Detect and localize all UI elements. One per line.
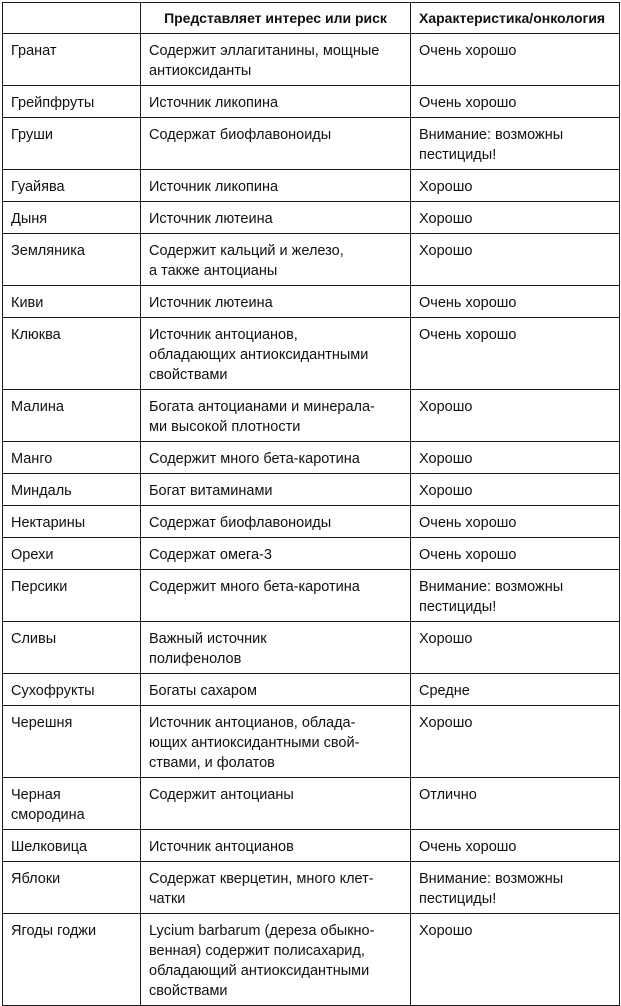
cell-rating: Хорошо [411, 914, 620, 1006]
table-row [3, 286, 620, 318]
cell-rating: Очень хорошо [411, 830, 620, 862]
cell-fruit-name: Сливы [3, 622, 141, 674]
cell-interest: Содержит много бета-каротина [141, 570, 411, 622]
cell-fruit-name: Грейпфруты [3, 86, 141, 118]
header-interest: Представляет интерес или риск [141, 3, 411, 34]
cell-interest: Источник ликопина [141, 86, 411, 118]
table-row [3, 830, 620, 862]
cell-rating: Очень хорошо [411, 34, 620, 86]
table-row [3, 86, 620, 118]
cell-interest: Источник лютеина [141, 202, 411, 234]
cell-interest: Источник антоцианов, обладающих антиоксидантными свойствами [141, 318, 411, 390]
cell-fruit-name: Киви [3, 286, 141, 318]
cell-fruit-name: Дыня [3, 202, 141, 234]
table-row [3, 674, 620, 706]
cell-interest: Содержат кверцетин, много клет- чатки [141, 862, 411, 914]
cell-fruit-name: Ягоды годжи [3, 914, 141, 1006]
cell-interest: Источник антоцианов, облада- ющих антиоксидантными свой- ствами, и фолатов [141, 706, 411, 778]
cell-rating: Хорошо [411, 474, 620, 506]
fruit-table [2, 2, 620, 1006]
cell-interest: Содержит эллагитанины, мощные антиоксиданты [141, 34, 411, 86]
table-row [3, 390, 620, 442]
cell-fruit-name: Шелковица [3, 830, 141, 862]
cell-fruit-name: Клюква [3, 318, 141, 390]
cell-interest: Содержит много бета-каротина [141, 442, 411, 474]
table-row [3, 778, 620, 830]
header-row [3, 3, 620, 34]
cell-fruit-name: Гуайява [3, 170, 141, 202]
cell-fruit-name: Черешня [3, 706, 141, 778]
cell-fruit-name: Груши [3, 118, 141, 170]
cell-fruit-name: Нектарины [3, 506, 141, 538]
cell-fruit-name: Малина [3, 390, 141, 442]
table-row [3, 170, 620, 202]
cell-fruit-name: Орехи [3, 538, 141, 570]
table-row [3, 118, 620, 170]
cell-rating: Хорошо [411, 170, 620, 202]
cell-interest: Богат витаминами [141, 474, 411, 506]
cell-rating: Хорошо [411, 706, 620, 778]
cell-rating: Хорошо [411, 442, 620, 474]
cell-fruit-name: Манго [3, 442, 141, 474]
cell-interest: Lycium barbarum (дереза обыкно- венная) содержит полисахарид, обладающий антиоксидантными свойствами [141, 914, 411, 1006]
cell-interest: Источник лютеина [141, 286, 411, 318]
cell-interest: Содержит антоцианы [141, 778, 411, 830]
header-name [3, 3, 141, 34]
table-row [3, 706, 620, 778]
table-row [3, 442, 620, 474]
cell-rating: Средне [411, 674, 620, 706]
cell-interest: Содержит кальций и железо, а также антоцианы [141, 234, 411, 286]
cell-rating: Внимание: возможны пестициды! [411, 570, 620, 622]
cell-interest: Содержат биофлавоноиды [141, 118, 411, 170]
cell-interest: Важный источник полифенолов [141, 622, 411, 674]
cell-interest: Источник ликопина [141, 170, 411, 202]
table-row [3, 914, 620, 1006]
cell-rating: Внимание: возможны пестициды! [411, 862, 620, 914]
table-row [3, 318, 620, 390]
table-row [3, 862, 620, 914]
header-rating: Характеристика/онкология [411, 3, 620, 34]
table-row [3, 538, 620, 570]
cell-interest: Источник антоцианов [141, 830, 411, 862]
cell-fruit-name: Миндаль [3, 474, 141, 506]
table-body [3, 34, 620, 1006]
cell-rating: Хорошо [411, 390, 620, 442]
cell-fruit-name: Персики [3, 570, 141, 622]
cell-rating: Очень хорошо [411, 286, 620, 318]
cell-rating: Отлично [411, 778, 620, 830]
table-row [3, 474, 620, 506]
cell-rating: Очень хорошо [411, 506, 620, 538]
cell-rating: Хорошо [411, 622, 620, 674]
cell-rating: Хорошо [411, 234, 620, 286]
cell-interest: Содержат биофлавоноиды [141, 506, 411, 538]
cell-rating: Очень хорошо [411, 86, 620, 118]
cell-rating: Хорошо [411, 202, 620, 234]
cell-fruit-name: Земляника [3, 234, 141, 286]
cell-fruit-name: Сухофрукты [3, 674, 141, 706]
table-row [3, 34, 620, 86]
cell-interest: Богаты сахаром [141, 674, 411, 706]
cell-interest: Содержат омега-3 [141, 538, 411, 570]
cell-fruit-name: Черная смородина [3, 778, 141, 830]
cell-rating: Очень хорошо [411, 318, 620, 390]
cell-interest: Богата антоцианами и минерала- ми высокой плотности [141, 390, 411, 442]
table-row [3, 622, 620, 674]
table-row [3, 234, 620, 286]
table-row [3, 202, 620, 234]
cell-fruit-name: Гранат [3, 34, 141, 86]
table-row [3, 506, 620, 538]
table-row [3, 570, 620, 622]
cell-rating: Очень хорошо [411, 538, 620, 570]
cell-rating: Внимание: возможны пестициды! [411, 118, 620, 170]
cell-fruit-name: Яблоки [3, 862, 141, 914]
